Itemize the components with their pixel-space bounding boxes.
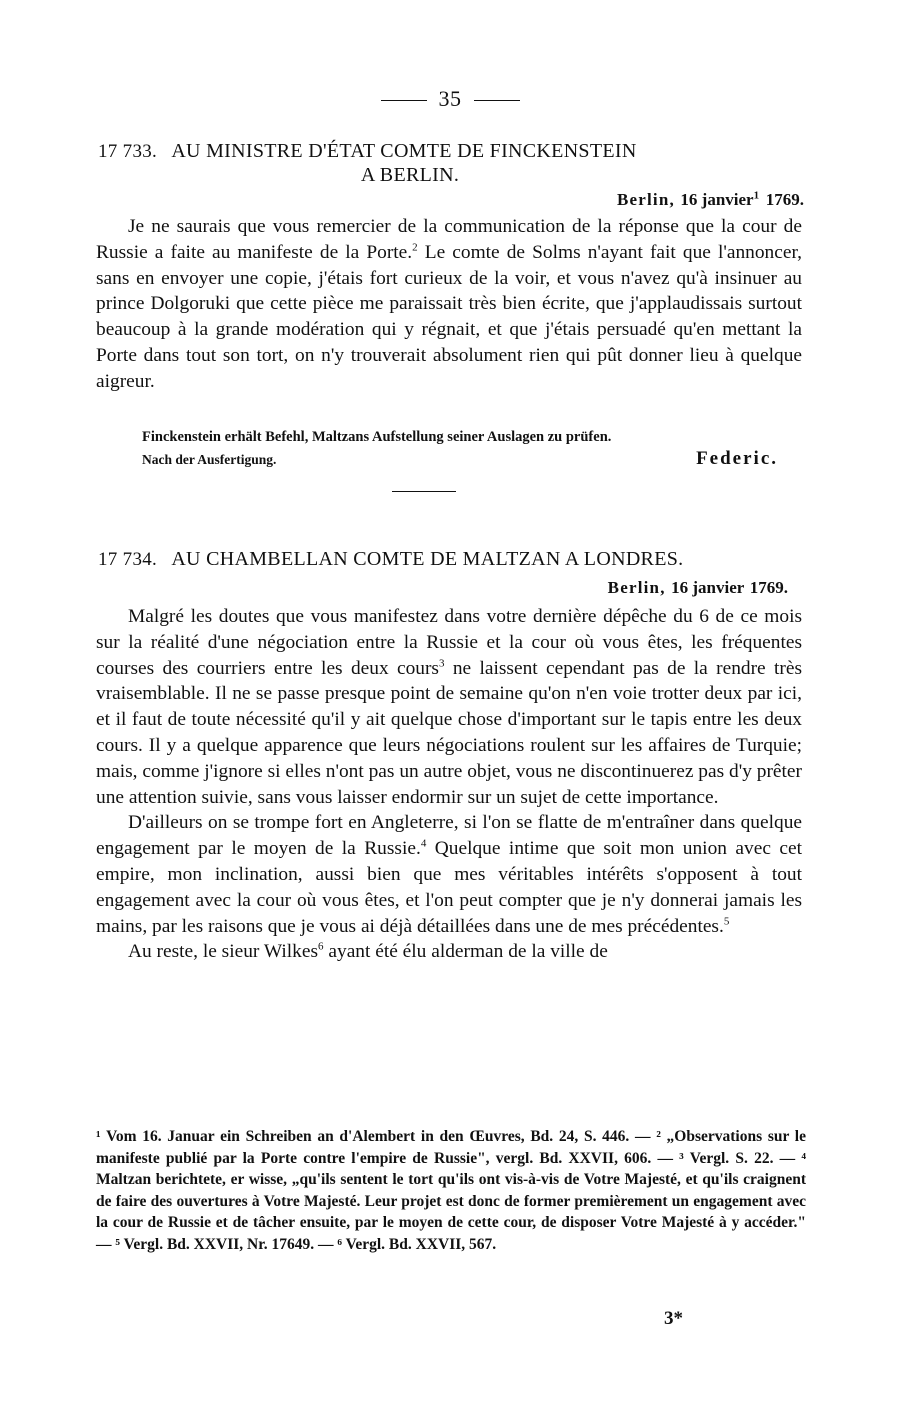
letter-1-date: 16 janvier <box>680 190 754 209</box>
footnote-ref-6: 6 <box>318 940 324 953</box>
letter-1-date-footnote-ref: 1 <box>753 189 761 202</box>
letter-1-dateline <box>617 190 804 210</box>
letter-1-signature: Federic. <box>696 448 778 469</box>
letter-2-paragraph-3 <box>96 939 802 965</box>
letter-1-editorial-note: Finckenstein erhält Befehl, Maltzans Aufstellung seiner Auslagen zu prüfen. <box>142 429 612 445</box>
letter-2-p1-text-a: Malgré les doutes que vous manifestez dans votre dernière dépêche du 6 de ce mois sur la réalité d'une négociation entre la Russie et la cour où vous êtes, les fréquentes courses des courriers entre les deux cours <box>96 606 802 679</box>
letter-1-text-b: Le comte de Solms n'ayant fait que l'annoncer, sans en envoyer une copie, j'étais fort curieux de la voir, et vous n'avez qu'à insinuer au prince Dolgoruki que cette pièce me paraissait très bien écrite, que j'applaudissais surtout beaucoup à la grande modération qui y régnait, et que j'étais persuadé qu'en mettant la Porte dans tout son tort, on n'y trouverait absolument rien qui pût donner lieu à quelque aigreur. <box>96 241 802 392</box>
letter-2-paragraph-2 <box>96 810 802 939</box>
letter-1-signature-row <box>142 448 778 470</box>
letter-2-year: 1769. <box>749 578 788 597</box>
letter-2-title: AU CHAMBELLAN COMTE DE MALTZAN A LONDRES. <box>171 548 684 570</box>
signature-mark: 3* <box>664 1308 683 1329</box>
letter-1-source: Nach der Ausfertigung. <box>142 452 277 467</box>
letter-1-destination: A BERLIN. <box>360 164 460 186</box>
footnotes: ¹ Vom 16. Januar ein Schreiben an d'Alembert in den Œuvres, Bd. 24, S. 446. — ² „Observations sur le manifeste publié par la Porte contre l'empire de Russie", vergl. Bd. XXVII, 606. — ³ Vergl. S. 22. — ⁴ Maltzan berichtete, er wisse, „qu'ils sentent le tort qu'ils ont vis-à-vis de Votre Majesté, et qu'ils craignent de faire des ouvertures à Votre Majesté. Leur projet est donc de former premièrement un engagement avec la cour de Russie et de tâcher ensuite, par le moyen de cette cour, de disposer Votre Majesté à y accéder." — ⁵ Vergl. Bd. XXVII, Nr. 17649. — ⁶ Vergl. Bd. XXVII, 567. <box>96 1128 806 1253</box>
footnote-ref-4: 4 <box>420 837 427 850</box>
footnote-ref-5: 5 <box>723 915 730 928</box>
letter-1-body <box>96 214 802 395</box>
letter-1-title-line2 <box>280 164 540 187</box>
footnote-ref-2: 2 <box>412 241 418 254</box>
section-divider <box>392 491 456 492</box>
letter-1-title: AU MINISTRE D'ÉTAT COMTE DE FINCKENSTEIN <box>171 140 637 162</box>
letter-1-year: 1769. <box>765 190 804 209</box>
letter-1-paragraph <box>96 214 802 395</box>
letter-2-p2-text-a: D'ailleurs on se trompe fort en Angleterre, si l'on se flatte de m'entraîner dans quelque engagement par le moyen de la Russie. <box>96 812 802 860</box>
letter-2-p2-text-b: Quelque intime que soit mon union avec cet empire, mon inclination, aussi bien que mes véritables intérêts s'opposent à tout engagement avec la cour où vous êtes, et l'on peut compter que je n'y donnerai jamais les mains, par les raisons que je vous ai déjà détaillées dans une de mes précédentes. <box>96 838 802 937</box>
letter-1-heading <box>98 140 808 163</box>
header-dash-right <box>474 100 520 101</box>
letter-1-city: Berlin, <box>616 190 675 209</box>
letter-2-p3-text-b: ayant été élu alderman de la ville de <box>328 941 608 963</box>
letter-2-heading <box>98 548 808 571</box>
letter-1-number: 17 733. <box>98 141 158 162</box>
letter-2-p1-text-b: ne laissent cependant pas de la rendre très vraisemblable. Il ne se passe presque point de semaine qu'on n'en voie trotter deux par ici, et il faut de toute nécessité qu'il y ait quelque chose d'important sur le tapis entre les deux cours. Il y a quelque apparence que leurs négociations roulent sur les affaires de Turquie; mais, comme j'ignore si elles n'ont pas un autre objet, vous ne discontinuerez pas d'y prêter une attention suivie, sans vous laisser endormir sur un sujet de cette importance. <box>96 657 802 808</box>
letter-2-body <box>96 604 802 965</box>
letter-1-text-a: Je ne saurais que vous remercier de la communication de la réponse que la cour de Russie a faite au manifeste de la Porte. <box>96 216 802 263</box>
header-dash-left <box>381 100 427 101</box>
letter-2-date: 16 janvier <box>671 578 745 597</box>
letter-2-city: Berlin, <box>607 578 666 597</box>
letter-2-number: 17 734. <box>98 549 158 570</box>
letter-2-p3-text-a: Au reste, le sieur Wilkes <box>128 941 319 963</box>
letter-2-dateline <box>608 578 788 598</box>
page-header <box>0 86 900 112</box>
page-number: 35 <box>438 86 462 111</box>
letter-2-paragraph-1 <box>96 604 802 810</box>
footnote-ref-3: 3 <box>438 657 445 670</box>
